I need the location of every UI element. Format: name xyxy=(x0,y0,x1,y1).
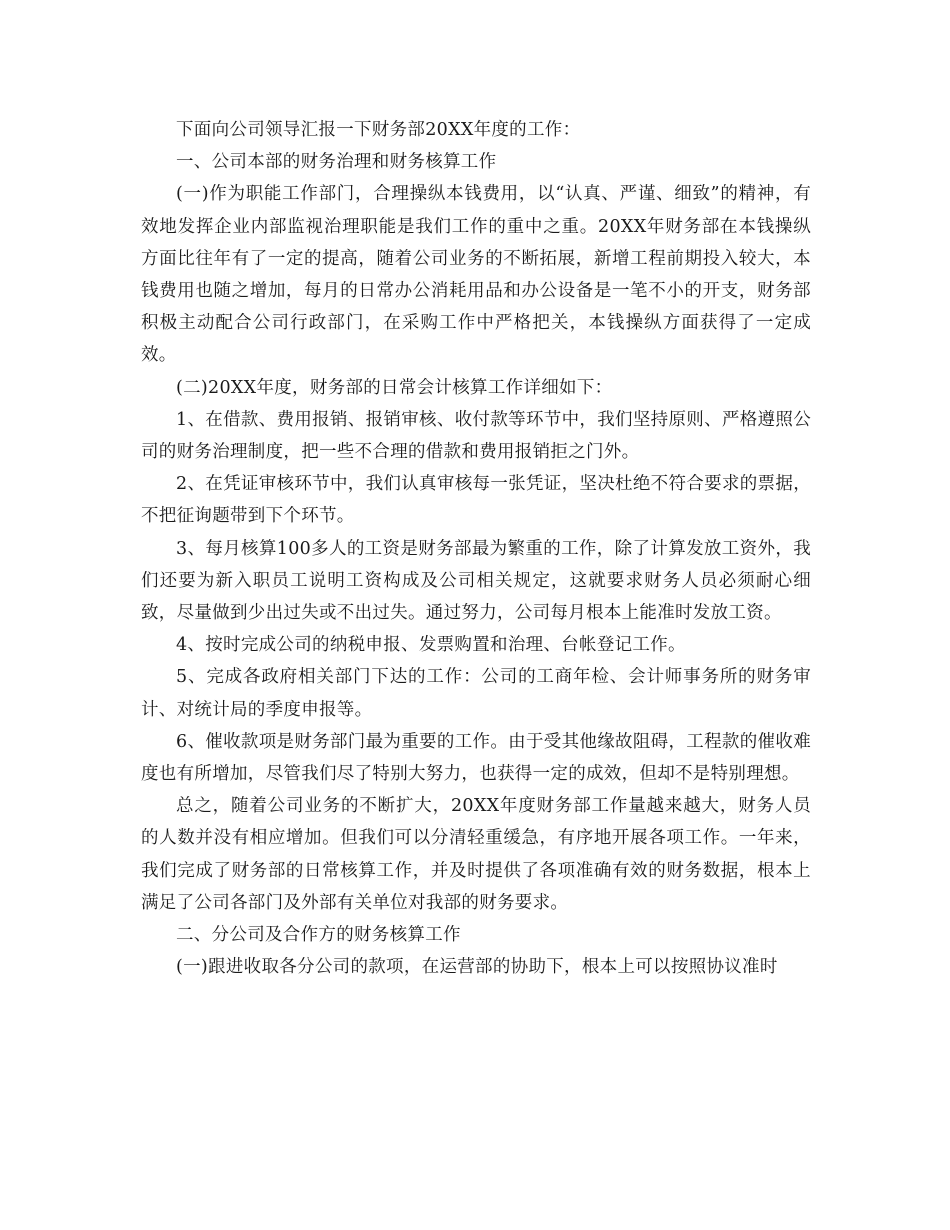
list-item-4: 4、按时完成公司的纳税申报、发票购置和治理、台帐登记工作。 xyxy=(176,635,686,656)
paragraph-cost-control: (一)作为职能工作部门，合理操纵本钱费用，以“认真、严谨、细致”的精神，有效地发挥企业内部监视治理职能是我们工作的重中之重。20XX年财务部在本钱操纵方面比往年有了一定的提高，随着公司业务的不断拓展，新增工程前期投入较大，本钱费用也随之增加，每月的日常办公消耗用品和办公设备是一笔不小的开支，财务部积极主动配合公司行政部门，在采购工作中严格把关，本钱操纵方面获得了一定成效。 xyxy=(141,184,811,366)
paragraph-intro: 下面向公司领导汇报一下财务部20XX年度的工作： xyxy=(176,120,581,140)
list-item-3: 3、每月核算100多人的工资是财务部最为繁重的工作，除了计算发放工资外，我们还要为新入职员工说明工资构成及公司相关规定，这就要求财务人员必须耐心细致，尽量做到少出过失或不出过失。通过努力，公司每月根本上能准时发放工资。 xyxy=(141,538,811,624)
document-body xyxy=(141,114,811,983)
section-heading-2: 二、分公司及合作方的财务核算工作 xyxy=(176,925,461,946)
list-item-6: 6、催收款项是财务部门最为重要的工作。由于受其他缘故阻碍，工程款的催收难度也有所增加，尽管我们尽了特别大努力，也获得一定的成效，但却不是特别理想。 xyxy=(141,731,811,785)
list-item-2: 2、在凭证审核环节中，我们认真审核每一张凭证，坚决杜绝不符合要求的票据，不把征询题带到下个环节。 xyxy=(141,474,811,527)
list-item-5: 5、完成各政府相关部门下达的工作：公司的工商年检、会计师事务所的财务审计、对统计局的季度申报等。 xyxy=(141,667,811,720)
subsection-heading-accounting: (二)20XX年度，财务部的日常会计核算工作详细如下： xyxy=(176,377,613,398)
paragraph-branch-collection: (一)跟进收取各分公司的款项，在运营部的协助下，根本上可以按照协议准时 xyxy=(176,957,778,978)
list-item-1: 1、在借款、费用报销、报销审核、收付款等环节中，我们坚持原则、严格遵照公司的财务治理制度，把一些不合理的借款和费用报销拒之门外。 xyxy=(141,409,811,463)
section-heading-1: 一、公司本部的财务治理和财务核算工作 xyxy=(176,152,497,173)
paragraph-summary: 总之，随着公司业务的不断扩大，20XX年度财务部工作量越来越大，财务人员的人数并没有相应增加。但我们可以分清轻重缓急，有序地开展各项工作。一年来，我们完成了财务部的日常核算工作，并及时提供了各项准确有效的财务数据，根本上满足了公司各部门及外部有关单位对我部的财务要求。 xyxy=(141,796,811,913)
